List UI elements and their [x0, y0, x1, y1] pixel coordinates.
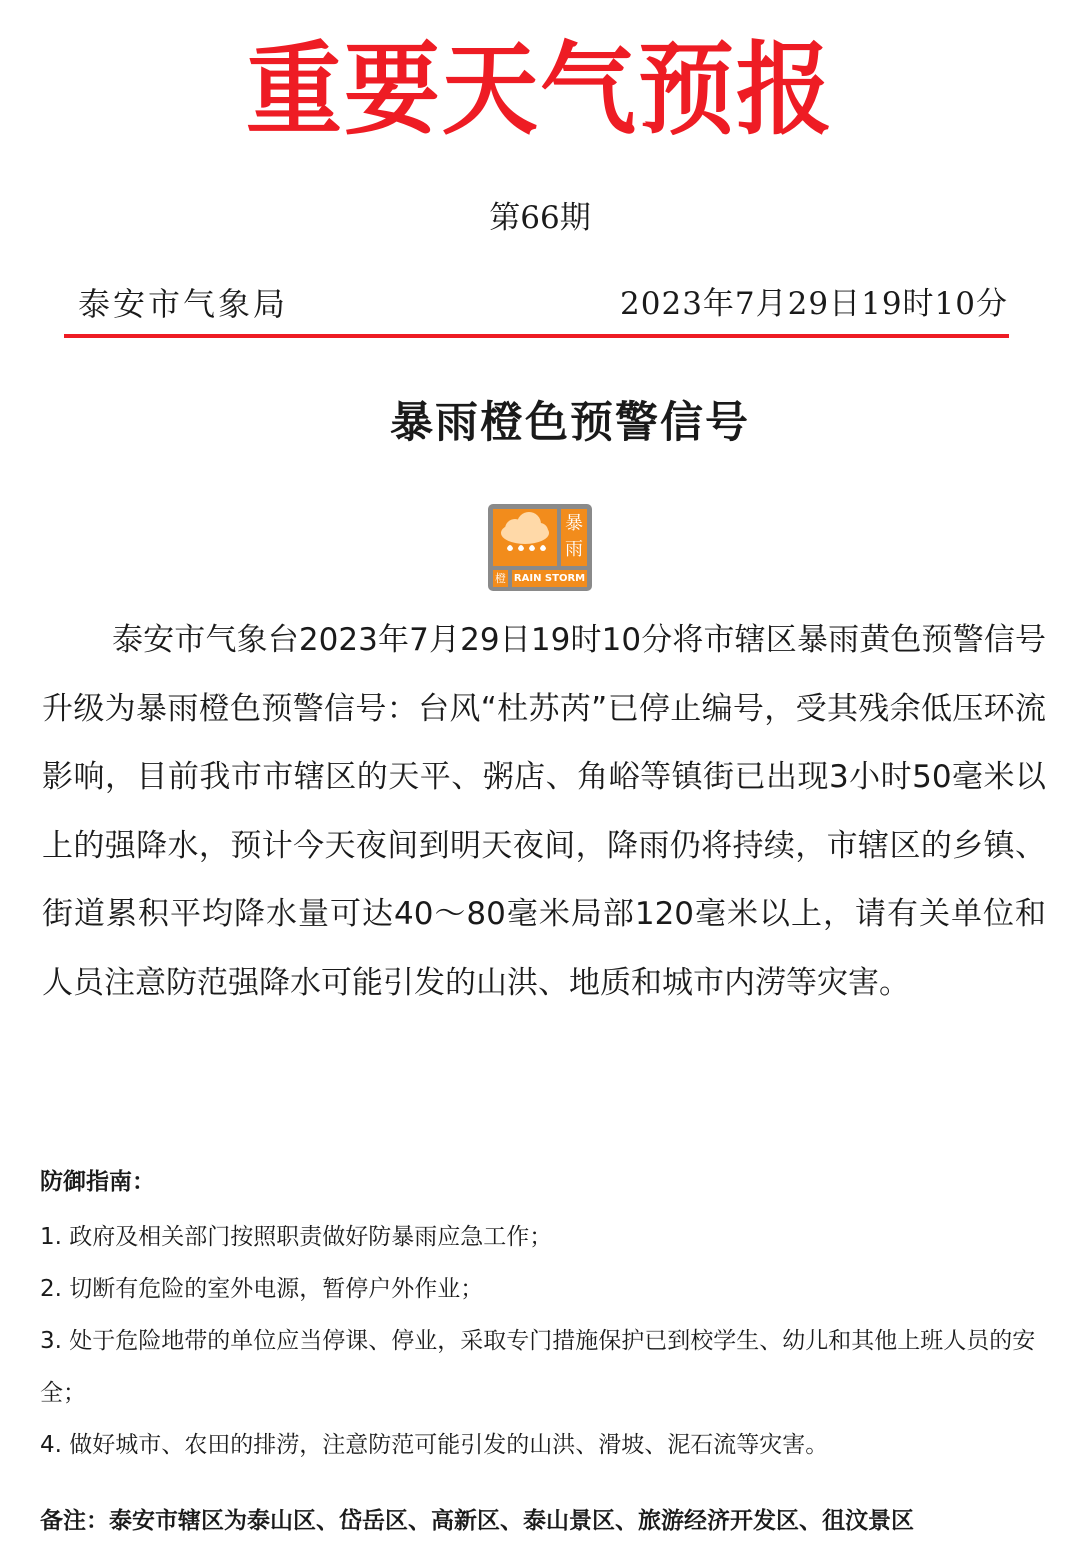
rainstorm-orange-signal-icon [488, 504, 592, 591]
issue-datetime: 2023年7月29日19时10分 [620, 286, 1008, 322]
guide-item: 4. 做好城市、农田的排涝，注意防范可能引发的山洪、滑坡、泥石流等灾害。 [40, 1432, 829, 1458]
issue-number: 第66期 [489, 200, 591, 236]
masthead-title: 重要天气预报 [246, 30, 834, 149]
warning-headline: 暴雨橙色预警信号 [390, 398, 750, 448]
signal-level-char: 橙 [495, 572, 506, 585]
signal-side-panel [561, 509, 587, 566]
remark-note: 备注：泰安市辖区为泰山区、岱岳区、高新区、泰山景区、旅游经济开发区、徂汶景区 [40, 1508, 914, 1534]
signal-label: RAIN STORM [512, 570, 587, 587]
guide-item: 2. 切断有危险的室外电源，暂停户外作业； [40, 1276, 484, 1302]
signal-char-yu: 雨 [565, 539, 583, 560]
guide-item: 1. 政府及相关部门按照职责做好防暴雨应急工作； [40, 1224, 553, 1250]
defense-guide [40, 1162, 1050, 1471]
document-header [78, 280, 1008, 330]
guide-list [40, 1211, 1050, 1471]
signal-char-bao: 暴 [565, 513, 583, 534]
warning-body-paragraph: 泰安市气象台2023年7月29日19时10分将市辖区暴雨黄色预警信号升级为暴雨橙色预警信号：台风“杜苏芮”已停止编号，受其残余低压环流影响，目前我市市辖区的天平、粥店、角峪等镇街已出现3小时50毫米以上的强降水，预计今天夜间到明天夜间，降雨仍将持续，市辖区的乡镇、街道累积平均降水量可达40～80毫米局部120毫米以上，请有关单位和人员注意防范强降水可能引发的山洪、地质和城市内涝等灾害。 [42, 622, 1046, 1001]
red-divider [64, 334, 1009, 338]
issuer-name: 泰安市气象局 [78, 285, 289, 323]
cloud-rain-icon [493, 509, 557, 566]
guide-item: 3. 处于危险地带的单位应当停课、停业，采取专门措施保护已到校学生、幼儿和其他上班人员的安全； [40, 1328, 1036, 1406]
guide-title: 防御指南： [40, 1169, 155, 1195]
